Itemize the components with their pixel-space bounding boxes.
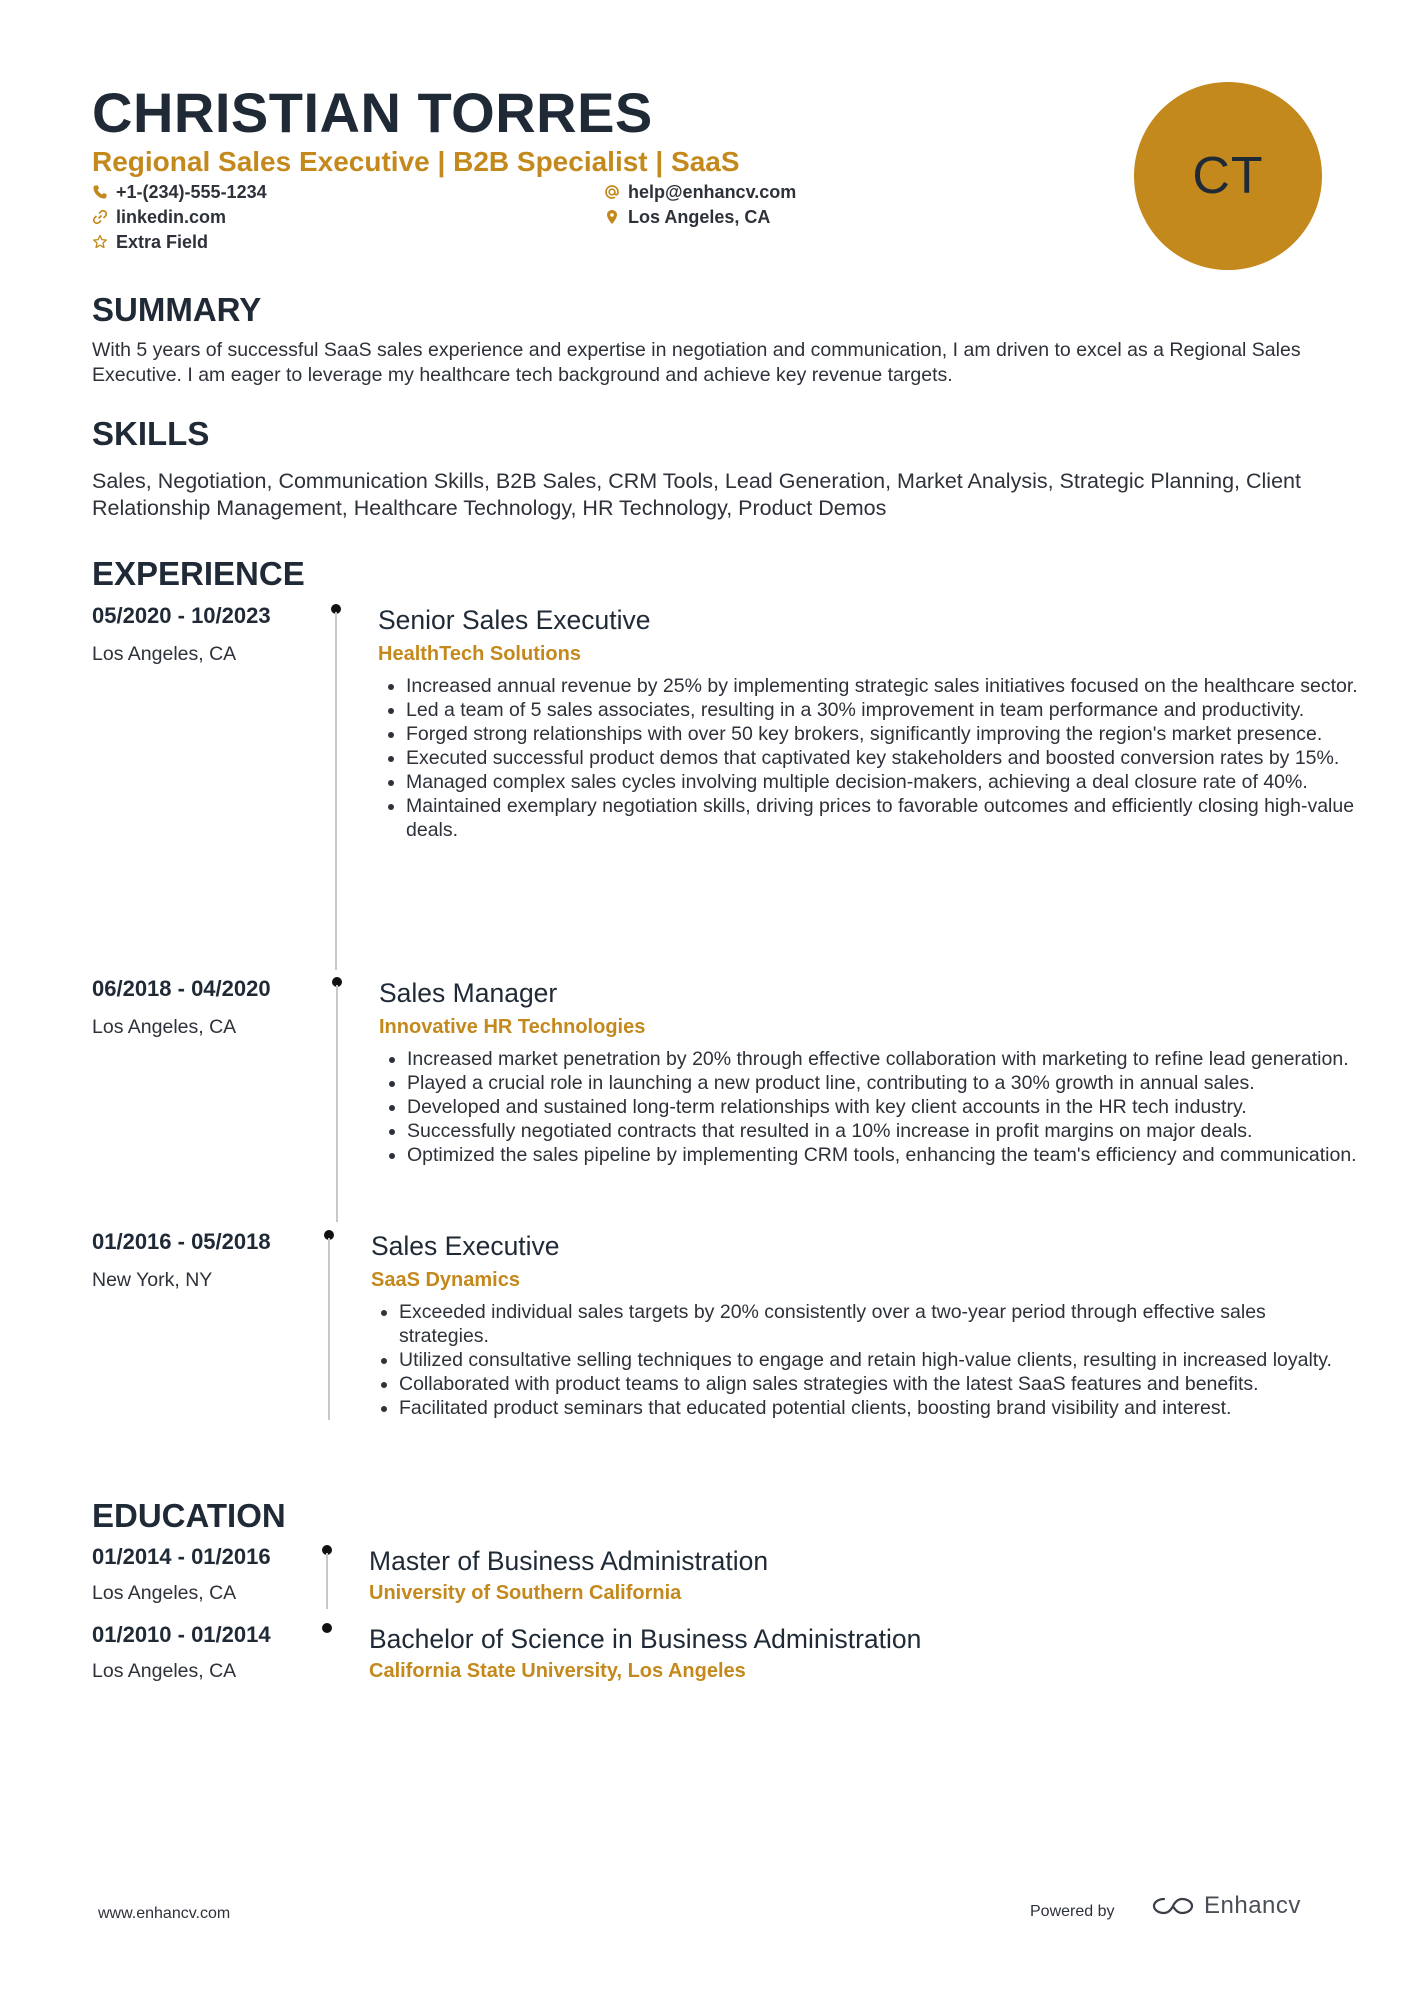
timeline-line xyxy=(336,985,338,1222)
bullet-item: • Optimized the sales pipeline by implementing CRM tools, enhancing the team's efficiency and communication. xyxy=(407,1143,1367,1167)
bullet-item: • Executed successful product demos that captivated key stakeholders and boosted conversion rates by 15%. xyxy=(406,746,1366,770)
avatar-initials: CT xyxy=(1192,147,1264,205)
enhancv-logo-text: Enhancv xyxy=(1204,1892,1301,1919)
powered-by-label: Powered by xyxy=(1030,1903,1115,1920)
experience-bullets xyxy=(371,1300,1359,1420)
education-degree: Master of Business Administration xyxy=(369,1546,769,1576)
contact-email[interactable] xyxy=(604,180,796,204)
at-icon xyxy=(604,184,620,200)
education-dates: 01/2010 - 01/2014 xyxy=(92,1622,271,1647)
experience-dates: 05/2020 - 10/2023 xyxy=(92,603,271,628)
location-text: Los Angeles, CA xyxy=(628,207,771,227)
candidate-headline: Regional Sales Executive | B2B Specialist | SaaS xyxy=(92,146,740,177)
experience-bullets xyxy=(379,1047,1367,1167)
experience-role: Senior Sales Executive xyxy=(378,605,651,635)
skills-heading: SKILLS xyxy=(92,415,210,452)
linkedin-link[interactable]: linkedin.com xyxy=(116,207,227,227)
summary-heading: SUMMARY xyxy=(92,291,262,328)
contact-phone xyxy=(92,180,267,204)
skills-text: Sales, Negotiation, Communication Skills, B2B Sales, CRM Tools, Lead Generation, Market Analysis, Strategic Planning, Client Relationship Management, Healthcare Technology, HR Technology, Product Demos xyxy=(92,469,1301,520)
bullet-item: • Forged strong relationships with over 50 key brokers, significantly improving the region's market presence. xyxy=(406,722,1366,746)
bullet-item: • Successfully negotiated contracts that resulted in a 10% increase in profit margins on major deals. xyxy=(407,1119,1367,1143)
experience-dates: 01/2016 - 05/2018 xyxy=(92,1229,271,1254)
link-icon xyxy=(92,209,108,225)
footer-website-link[interactable]: www.enhancv.com xyxy=(98,1905,231,1922)
education-location: Los Angeles, CA xyxy=(92,1582,237,1604)
enhancv-logo[interactable] xyxy=(1150,1892,1301,1920)
education-school: California State University, Los Angeles xyxy=(369,1660,746,1682)
candidate-name: CHRISTIAN TORRES xyxy=(92,81,653,144)
star-icon xyxy=(92,234,108,250)
experience-role: Sales Executive xyxy=(371,1231,560,1261)
phone-icon xyxy=(92,184,108,200)
email-link[interactable]: help@enhancv.com xyxy=(628,182,797,202)
location-pin-icon xyxy=(604,209,620,225)
avatar xyxy=(1134,82,1322,270)
experience-company: HealthTech Solutions xyxy=(378,643,581,665)
bullet-item: • Increased annual revenue by 25% by implementing strategic sales initiatives focused on the healthcare sector. xyxy=(406,674,1366,698)
bullet-item: • Played a crucial role in launching a new product line, contributing to a 30% growth in annual sales. xyxy=(407,1071,1367,1095)
bullet-item: • Facilitated product seminars that educated potential clients, boosting brand visibility and interest. xyxy=(399,1396,1359,1420)
experience-location: Los Angeles, CA xyxy=(92,643,237,665)
bullet-item: • Utilized consultative selling techniques to engage and retain high-value clients, resulting in increased loyalty. xyxy=(399,1348,1359,1372)
enhancv-logo-icon xyxy=(1150,1895,1196,1917)
bullet-item: • Collaborated with product teams to align sales strategies with the latest SaaS features and benefits. xyxy=(399,1372,1359,1396)
bullet-item: • Maintained exemplary negotiation skills, driving prices to favorable outcomes and efficiently closing high-value deals. xyxy=(406,794,1366,842)
timeline-line xyxy=(328,1238,330,1420)
education-location: Los Angeles, CA xyxy=(92,1660,237,1682)
experience-heading: EXPERIENCE xyxy=(92,555,305,592)
experience-bullets xyxy=(378,674,1366,842)
timeline-line xyxy=(335,612,337,970)
education-dates: 01/2014 - 01/2016 xyxy=(92,1544,271,1569)
bullet-item: • Increased market penetration by 20% through effective collaboration with marketing to refine lead generation. xyxy=(407,1047,1367,1071)
phone-text: +1-(234)-555-1234 xyxy=(116,182,267,202)
timeline-line xyxy=(326,1553,328,1609)
bullet-item: • Developed and sustained long-term relationships with key client accounts in the HR tech industry. xyxy=(407,1095,1367,1119)
contact-location xyxy=(604,205,770,229)
extra-field-text: Extra Field xyxy=(116,232,209,252)
experience-location: Los Angeles, CA xyxy=(92,1016,237,1038)
experience-location: New York, NY xyxy=(92,1269,213,1291)
education-degree: Bachelor of Science in Business Administration xyxy=(369,1624,922,1654)
bullet-item: • Led a team of 5 sales associates, resulting in a 30% improvement in team performance and productivity. xyxy=(406,698,1366,722)
experience-role: Sales Manager xyxy=(379,978,558,1008)
education-heading: EDUCATION xyxy=(92,1497,286,1534)
contact-extra xyxy=(92,230,208,254)
contact-linkedin[interactable] xyxy=(92,205,226,229)
timeline-dot xyxy=(322,1623,332,1633)
experience-company: SaaS Dynamics xyxy=(371,1269,520,1291)
bullet-item: • Managed complex sales cycles involving multiple decision-makers, achieving a deal closure rate of 40%. xyxy=(406,770,1366,794)
experience-dates: 06/2018 - 04/2020 xyxy=(92,976,271,1001)
summary-text: With 5 years of successful SaaS sales experience and expertise in negotiation and communication, I am driven to excel as a Regional Sales Executive. I am eager to leverage my healthcare tech background and achieve key revenue targets. xyxy=(92,339,1301,386)
experience-company: Innovative HR Technologies xyxy=(379,1016,646,1038)
bullet-item: • Exceeded individual sales targets by 20% consistently over a two-year period through effective sales strategies. xyxy=(399,1300,1359,1348)
education-school: University of Southern California xyxy=(369,1582,682,1604)
